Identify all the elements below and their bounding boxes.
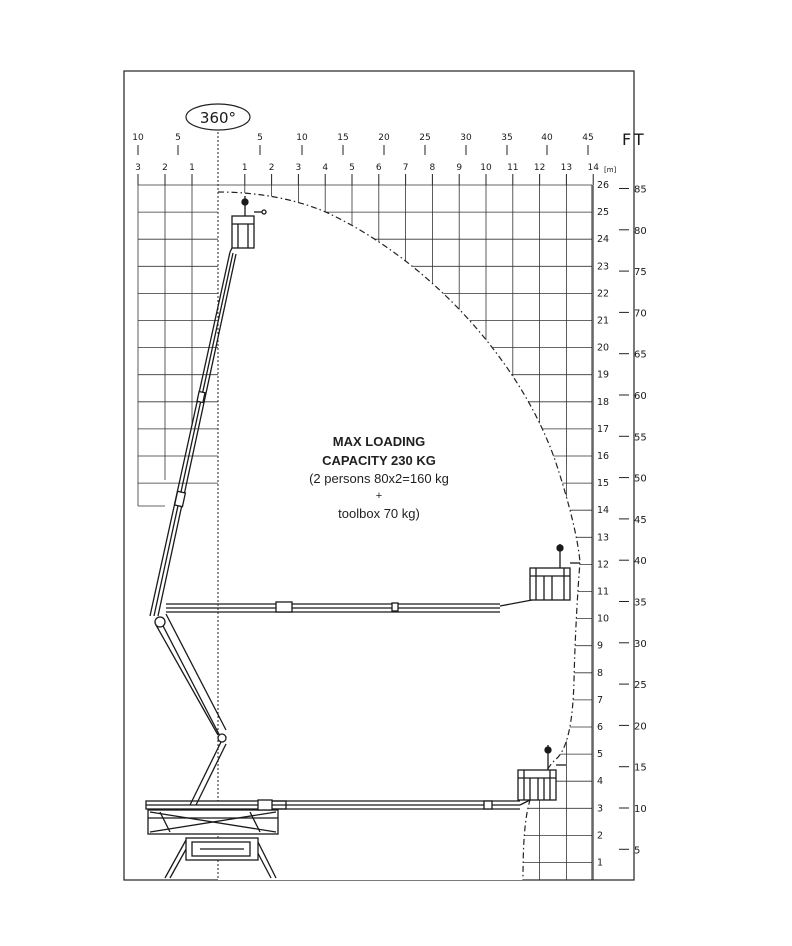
height-feet-label: 45 (634, 514, 647, 526)
height-meter-label: 17 (597, 423, 610, 435)
height-meter-label: 1 (597, 857, 604, 869)
meter-tick-label: 4 (322, 163, 329, 173)
right-feet-scale (619, 184, 647, 856)
meter-tick-label: 1 (189, 163, 195, 173)
capacity-line-2: CAPACITY 230 KG (322, 453, 436, 468)
boom-position-low (146, 800, 530, 810)
height-feet-label: 50 (634, 473, 647, 485)
meter-tick-label: 8 (429, 163, 436, 173)
height-meter-label: 18 (597, 396, 610, 408)
height-feet-label: 35 (634, 597, 647, 609)
height-meter-label: 2 (597, 830, 604, 842)
height-meter-label: 4 (597, 776, 604, 788)
capacity-line-5: toolbox 70 kg) (338, 506, 420, 521)
height-meter-label: 6 (597, 722, 604, 733)
height-feet-label: 40 (634, 556, 647, 568)
feet-unit-label: FT (622, 130, 647, 149)
feet-tick-label: 25 (419, 133, 431, 143)
height-feet-label: 85 (634, 184, 647, 196)
height-meter-label: 14 (597, 505, 610, 517)
capacity-line-1: MAX LOADING (332, 434, 426, 449)
height-meter-label: 5 (597, 749, 604, 761)
feet-tick-label: 5 (257, 133, 263, 143)
height-meter-label: 9 (597, 640, 604, 652)
height-meter-label: 13 (597, 532, 610, 544)
feet-tick-label: 45 (582, 133, 594, 143)
height-feet-label: 80 (634, 225, 647, 237)
height-meter-label: 25 (597, 207, 610, 219)
meter-tick-label: 9 (456, 163, 463, 173)
height-meter-label: 11 (597, 586, 610, 598)
meter-tick-label: 3 (295, 163, 302, 173)
height-meter-label: 19 (597, 369, 610, 381)
height-feet-label: 70 (634, 308, 647, 320)
meter-tick-label: 3 (135, 163, 141, 173)
height-feet-label: 25 (634, 680, 647, 692)
top-meter-scale (135, 163, 599, 185)
height-meter-label: 21 (597, 315, 610, 327)
meter-tick-label: 14 (587, 163, 599, 173)
height-meter-label: 20 (597, 342, 610, 354)
feet-tick-label: 10 (296, 133, 308, 143)
height-feet-label: 5 (634, 845, 641, 857)
capacity-line-4: + (375, 490, 383, 502)
right-meter-scale (592, 180, 609, 880)
meter-tick-label: 7 (402, 163, 409, 173)
feet-tick-label: 30 (460, 133, 472, 143)
height-feet-label: 60 (634, 390, 647, 402)
meter-tick-label: 6 (375, 163, 382, 173)
capacity-line-3: (2 persons 80x2=160 kg (309, 471, 449, 486)
height-meter-label: 8 (597, 667, 604, 679)
meter-tick-label: 2 (162, 163, 168, 173)
height-meter-label: 3 (597, 803, 604, 815)
height-feet-label: 20 (634, 721, 647, 733)
height-meter-label: 23 (597, 261, 610, 273)
meter-tick-label: 10 (480, 163, 492, 173)
feet-tick-label: 20 (378, 133, 390, 143)
height-feet-label: 15 (634, 762, 647, 774)
height-meter-label: 24 (597, 234, 610, 246)
height-meter-label: 16 (597, 451, 610, 462)
height-meter-label: 12 (597, 559, 610, 571)
feet-tick-label: 15 (337, 133, 349, 143)
meter-tick-label: 13 (560, 163, 573, 173)
feet-tick-label: 35 (501, 133, 513, 143)
height-meter-label: 15 (597, 478, 610, 490)
meter-tick-label: 5 (349, 163, 355, 173)
meter-tick-label: 12 (533, 163, 546, 173)
knuckle-arm (155, 614, 226, 805)
height-meter-label: 26 (597, 180, 610, 191)
height-meter-label: 7 (597, 694, 604, 706)
height-feet-label: 55 (634, 432, 647, 444)
meter-unit-label: [m] (604, 166, 617, 174)
top-feet-scale (132, 133, 593, 155)
meter-tick-label: 2 (268, 163, 275, 173)
meter-tick-label: 11 (507, 163, 519, 173)
height-meter-label: 10 (597, 613, 610, 625)
height-feet-label: 30 (634, 638, 647, 650)
height-feet-label: 75 (634, 267, 647, 279)
rotation-badge-label: 360° (199, 109, 237, 127)
feet-tick-label: 10 (132, 133, 144, 143)
feet-tick-label: 5 (175, 133, 181, 143)
height-feet-label: 65 (634, 349, 647, 361)
meter-tick-label: 1 (241, 163, 248, 173)
height-meter-label: 22 (597, 288, 610, 300)
height-feet-label: 10 (634, 803, 647, 815)
feet-tick-label: 40 (541, 133, 553, 143)
